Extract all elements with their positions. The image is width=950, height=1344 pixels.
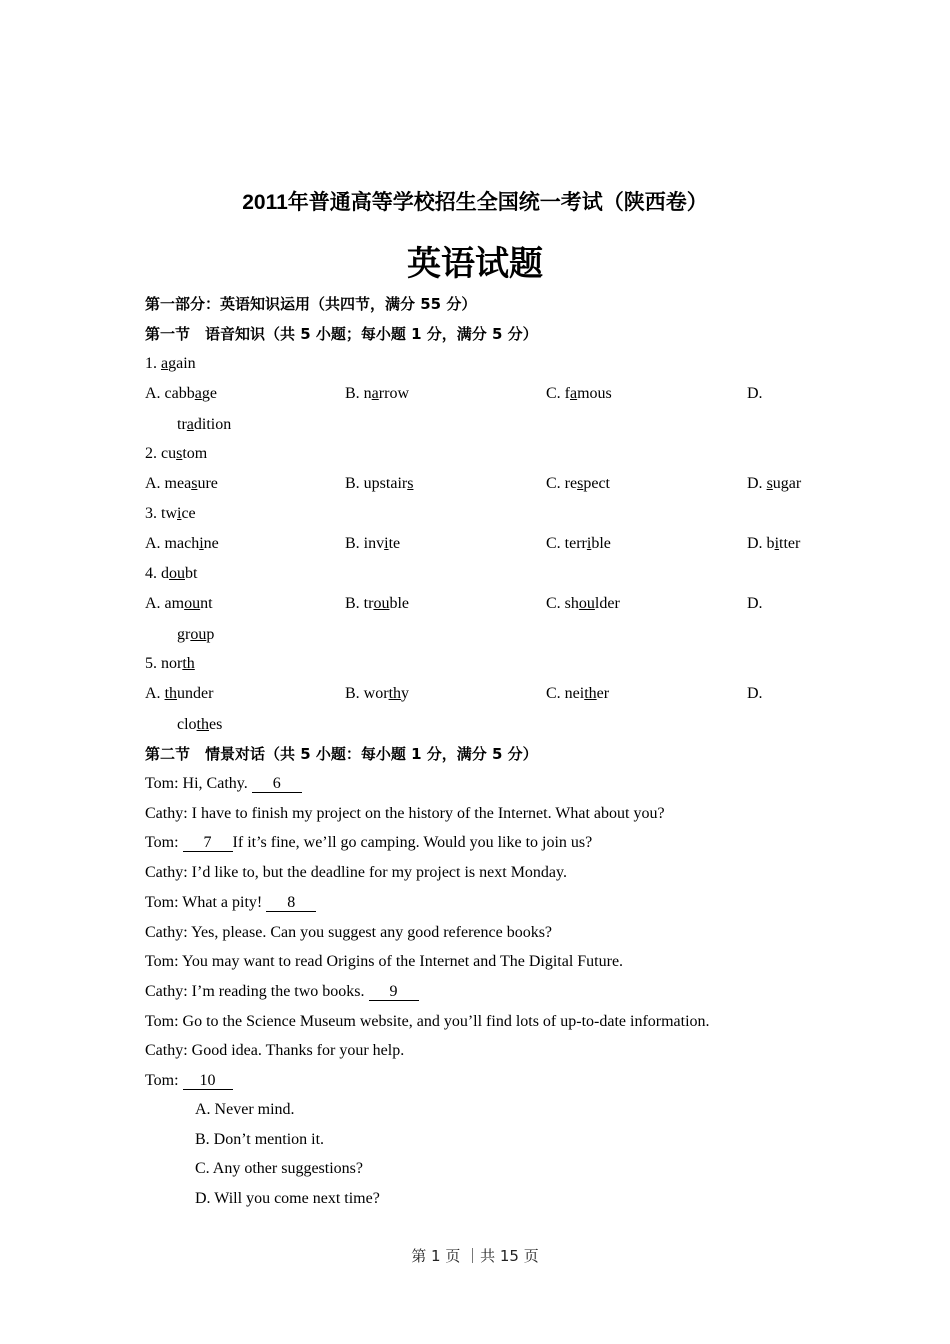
answer-blank: 10 xyxy=(183,1072,233,1090)
underlined-letters: th xyxy=(182,655,195,672)
option-d: D. sugar xyxy=(747,475,802,492)
underlined-letters: ou xyxy=(578,595,595,612)
underlined-letters: i xyxy=(177,505,182,522)
underlined-letters: i xyxy=(199,535,204,552)
option-a: A. machine xyxy=(145,535,219,552)
option-d-wrapped: clothes xyxy=(177,716,223,733)
answer-blank: 6 xyxy=(252,775,302,793)
answer-blank: 9 xyxy=(369,983,419,1001)
underlined-letters: a xyxy=(161,355,169,372)
choice-a: A. Never mind. xyxy=(195,1101,295,1118)
option-b: B. narrow xyxy=(345,385,409,402)
option-d: D. bitter xyxy=(747,535,801,552)
underlined-letters: ou xyxy=(169,565,185,582)
underlined-letters: i xyxy=(586,535,592,552)
option-a: A. amount xyxy=(145,595,213,612)
subject-title: 英语试题 xyxy=(407,244,543,284)
part1-heading: 第一部分：英语知识运用（共四节，满分 55 分） xyxy=(145,295,477,313)
choice-b: B. Don’t mention it. xyxy=(195,1130,325,1148)
option-c: C. shoulder xyxy=(546,595,620,612)
section1-heading: 第一节 语音知识（共 5 小题；每小题 1 分，满分 5 分） xyxy=(145,325,538,343)
underlined-letters: a xyxy=(371,385,379,402)
option-b: B. worthy xyxy=(345,685,410,702)
question-stem: 5. north xyxy=(145,655,195,672)
option-b: B. upstairs xyxy=(345,475,414,492)
underlined-letters: i xyxy=(774,535,780,552)
underlined-letters: ou xyxy=(184,595,201,612)
underlined-letters: s xyxy=(191,475,198,492)
option-d-wrapped: group xyxy=(177,626,215,643)
underlined-letters: ou xyxy=(190,626,207,643)
choice-d: D. Will you come next time? xyxy=(195,1190,380,1208)
underlined-letters: i xyxy=(384,535,389,552)
underlined-letters: a xyxy=(570,385,578,402)
exam-title: 2011年普通高等学校招生全国统一考试（陕西卷） xyxy=(242,191,708,214)
underlined-letters: a xyxy=(194,385,202,402)
option-b: B. trouble xyxy=(345,595,409,612)
answer-blank: 8 xyxy=(266,894,316,912)
question-stem: 3. twice xyxy=(145,505,196,522)
option-c: C. terrible xyxy=(546,535,611,552)
dialogue-line: Cathy: I have to finish my project on the history of the Internet. What about you? xyxy=(145,804,665,822)
dialogue-line: Cathy: Good idea. Thanks for your help. xyxy=(145,1042,405,1060)
underlined-letters: th xyxy=(196,716,209,733)
question-stem: 2. custom xyxy=(145,445,208,462)
dialogue-line: Tom: 10 xyxy=(145,1071,233,1091)
option-d: D. xyxy=(747,595,763,612)
page-footer: 第 1 页 ｜共 15 页 xyxy=(411,1247,539,1265)
dialogue-line: Cathy: I’m reading the two books. 9 xyxy=(145,982,419,1002)
dialogue-line: Cathy: Yes, please. Can you suggest any good reference books? xyxy=(145,923,553,941)
option-c: C. neither xyxy=(546,685,610,702)
underlined-letters: s xyxy=(407,475,414,492)
option-d: D. xyxy=(747,385,763,402)
dialogue-line: Tom: You may want to read Origins of the Internet and The Digital Future. xyxy=(145,953,624,971)
underlined-letters: s xyxy=(176,445,183,462)
underlined-letters: th xyxy=(584,685,597,702)
underlined-letters: s xyxy=(577,475,584,492)
dialogue-line: Tom: Go to the Science Museum website, and you’ll find lots of up-to-date information. xyxy=(145,1012,710,1030)
option-d-wrapped: tradition xyxy=(177,416,232,433)
underlined-letters: a xyxy=(186,416,194,433)
dialogue-line: Tom: Hi, Cathy. 6 xyxy=(145,774,302,794)
choice-c: C. Any other suggestions? xyxy=(195,1160,363,1178)
option-d: D. xyxy=(747,685,763,702)
dialogue-line: Tom: 7 If it’s fine, we’ll go camping. Would you like to join us? xyxy=(145,834,593,852)
question-stem: 4. doubt xyxy=(145,565,198,582)
dialogue-line: Cathy: I’d like to, but the deadline for my project is next Monday. xyxy=(145,864,567,882)
option-b: B. invite xyxy=(345,535,401,552)
underlined-letters: ou xyxy=(373,595,390,612)
option-c: C. respect xyxy=(546,475,610,492)
option-c: C. famous xyxy=(546,385,612,402)
section2-heading: 第二节 情景对话（共 5 小题：每小题 1 分，满分 5 分） xyxy=(145,745,538,763)
option-a: A. measure xyxy=(145,475,218,492)
option-a: A. cabbage xyxy=(145,385,217,402)
option-a: A. thunder xyxy=(145,685,214,702)
underlined-letters: th xyxy=(164,685,178,702)
dialogue-line: Tom: What a pity! 8 xyxy=(145,893,316,913)
underlined-letters: s xyxy=(766,475,773,492)
question-stem: 1. again xyxy=(145,355,196,372)
answer-blank: 7 xyxy=(183,834,233,852)
underlined-letters: th xyxy=(388,685,402,702)
